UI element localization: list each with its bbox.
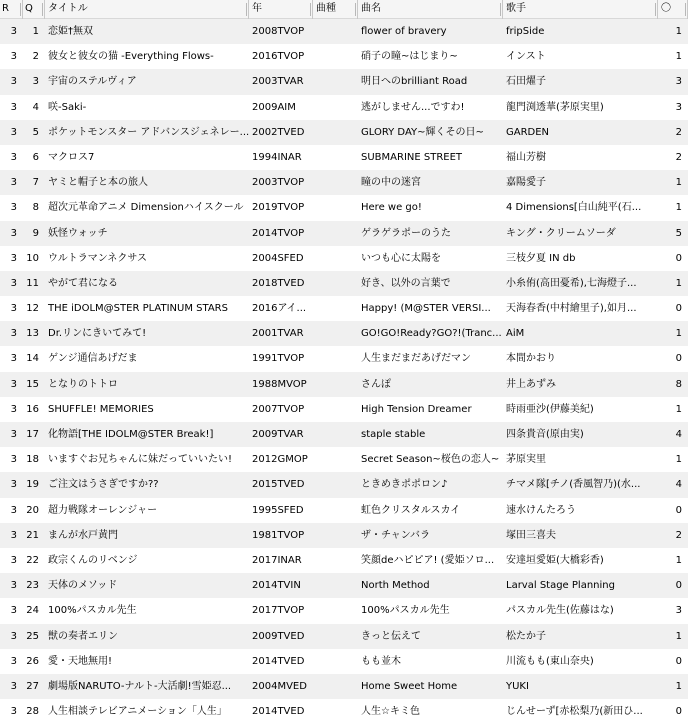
cell-title: 化物語[THE IDOLM@STER Break!] <box>48 429 214 440</box>
cell-song: GLORY DAY~輝くその日~ <box>361 126 484 138</box>
cell-title: 超力戦隊オーレンジャー <box>48 504 158 516</box>
cell-title: 妖怪ウォッチ <box>48 227 108 239</box>
cell-year: 2001TVAR <box>252 328 304 340</box>
cell-song: Happy! (M@STER VERSI... <box>361 303 491 315</box>
table-row[interactable] <box>0 346 688 371</box>
table-row[interactable] <box>0 573 688 598</box>
cell-year: 2003TVAR <box>252 76 304 88</box>
cell-q: 28 <box>26 706 39 718</box>
cell-genre <box>313 573 358 598</box>
cell-artist: 塚田三喜夫 <box>506 529 556 541</box>
cell-title: 獣の奏者エリン <box>48 630 118 642</box>
cell-r: 3 <box>10 227 17 239</box>
cell-count: 0 <box>675 655 682 667</box>
table-row[interactable] <box>0 246 688 271</box>
cell-song: North Method <box>361 580 430 592</box>
cell-r: 3 <box>10 630 17 642</box>
cell-genre <box>313 699 358 724</box>
cell-q: 24 <box>26 605 39 617</box>
cell-genre <box>313 69 358 94</box>
table-row[interactable] <box>0 598 688 623</box>
cell-count: 4 <box>675 429 682 440</box>
cell-genre <box>313 472 358 497</box>
cell-count: 0 <box>675 706 682 718</box>
column-header-song[interactable]: 曲名 <box>358 0 503 19</box>
cell-artist: 松たか子 <box>506 630 546 642</box>
table-row[interactable] <box>0 69 688 94</box>
table-row[interactable] <box>0 699 688 724</box>
cell-r: 3 <box>10 303 17 315</box>
cell-artist: fripSide <box>506 26 545 37</box>
cell-genre <box>313 624 358 649</box>
cell-year: 2017INAR <box>252 554 302 566</box>
cell-count: 0 <box>675 504 682 516</box>
cell-genre <box>313 548 358 573</box>
cell-song: ゲラゲラポーのうた <box>361 227 451 239</box>
cell-count: 1 <box>675 26 682 37</box>
cell-count: 1 <box>675 328 682 340</box>
cell-song: 人生まだまだあげだマン <box>361 353 471 365</box>
cell-count: 1 <box>675 554 682 566</box>
cell-artist: 時雨亜沙(伊藤美紀) <box>506 403 594 415</box>
cell-count: 0 <box>675 353 682 365</box>
table-row[interactable] <box>0 19 688 44</box>
cell-count: 3 <box>675 76 682 88</box>
cell-song: 虹色クリスタルスカイ <box>361 504 461 516</box>
cell-year: 2014TVOP <box>252 227 305 239</box>
cell-q: 10 <box>26 252 39 264</box>
cell-q: 14 <box>26 353 39 365</box>
cell-genre <box>313 422 358 447</box>
cell-title: 100%パスカル先生 <box>48 605 137 617</box>
cell-song: もも並木 <box>361 655 401 667</box>
cell-count: 1 <box>675 630 682 642</box>
cell-r: 3 <box>10 554 17 566</box>
cell-genre <box>313 246 358 271</box>
cell-q: 16 <box>26 403 39 415</box>
table-row[interactable] <box>0 674 688 699</box>
cell-artist: 石田燿子 <box>506 76 546 88</box>
cell-r: 3 <box>10 655 17 667</box>
cell-song: Here we go! <box>361 202 422 214</box>
cell-r: 3 <box>10 353 17 365</box>
cell-genre <box>313 44 358 69</box>
cell-r: 3 <box>10 151 17 163</box>
table-row[interactable] <box>0 649 688 674</box>
cell-count: 1 <box>675 202 682 214</box>
cell-q: 9 <box>32 227 39 239</box>
table-row[interactable] <box>0 145 688 170</box>
cell-r: 3 <box>10 706 17 718</box>
cell-q: 22 <box>26 554 39 566</box>
table-row[interactable] <box>0 498 688 523</box>
cell-genre <box>313 195 358 220</box>
cell-count: 1 <box>675 454 682 466</box>
cell-artist: 三枝夕夏 IN db <box>506 252 576 264</box>
cell-q: 25 <box>26 630 39 642</box>
cell-r: 3 <box>10 328 17 340</box>
cell-song: High Tension Dreamer <box>361 403 472 415</box>
cell-year: 1981TVOP <box>252 529 305 541</box>
cell-year: 1988MVOP <box>252 378 307 390</box>
cell-count: 8 <box>675 378 682 390</box>
cell-title: 彼女と彼女の猫 -Everything Flows- <box>48 51 214 63</box>
cell-count: 1 <box>675 277 682 289</box>
table-row[interactable] <box>0 271 688 296</box>
table-row[interactable] <box>0 221 688 246</box>
cell-genre <box>313 397 358 422</box>
cell-genre <box>313 447 358 472</box>
cell-title: 超次元革命アニメ Dimensionハイスクール <box>48 202 244 214</box>
table-row[interactable] <box>0 44 688 69</box>
cell-title: ヤミと帽子と本の旅人 <box>48 177 148 189</box>
cell-title: 愛・天地無用! <box>48 655 113 667</box>
cell-year: 2007TVOP <box>252 403 305 415</box>
table-row[interactable] <box>0 170 688 195</box>
cell-q: 12 <box>26 303 39 315</box>
cell-artist: 速水けんたろう <box>506 504 576 516</box>
cell-q: 18 <box>26 454 39 466</box>
cell-song: Secret Season~桜色の恋人~ <box>361 454 500 466</box>
cell-r: 3 <box>10 101 17 113</box>
cell-title: Dr.リンにきいてみて! <box>48 328 147 340</box>
cell-r: 3 <box>10 454 17 466</box>
table-row[interactable] <box>0 624 688 649</box>
cell-count: 5 <box>675 227 682 239</box>
cell-r: 3 <box>10 26 17 37</box>
cell-year: 2002TVED <box>252 126 305 138</box>
cell-count: 1 <box>675 680 682 692</box>
cell-song: ときめきポポロン♪ <box>361 479 448 491</box>
cell-artist: Larval Stage Planning <box>506 580 615 592</box>
cell-q: 20 <box>26 504 39 516</box>
cell-title: ご注文はうさぎですか?? <box>48 479 159 491</box>
cell-artist: チマメ隊[チノ(香風智乃)(水... <box>506 479 641 491</box>
cell-q: 1 <box>32 26 39 37</box>
cell-genre <box>313 346 358 371</box>
grid-header <box>0 0 688 19</box>
cell-genre <box>313 649 358 674</box>
cell-genre <box>313 321 358 346</box>
cell-count: 1 <box>675 51 682 63</box>
grid-body <box>0 19 688 724</box>
cell-r: 3 <box>10 277 17 289</box>
cell-genre <box>313 674 358 699</box>
cell-artist: 小糸侑(高田憂希),七海燈子... <box>506 277 637 289</box>
cell-q: 13 <box>26 328 39 340</box>
cell-genre <box>313 145 358 170</box>
cell-r: 3 <box>10 51 17 63</box>
column-header-r[interactable]: R <box>0 0 23 19</box>
cell-title: 政宗くんのリベンジ <box>48 554 138 566</box>
cell-song: いつも心に太陽を <box>361 252 441 264</box>
cell-title: となりのトトロ <box>48 378 118 390</box>
cell-artist: 嘉陽愛子 <box>506 177 546 189</box>
cell-title: 劇場版NARUTO-ナルト-大活劇!雪姫忍... <box>48 680 232 692</box>
cell-r: 3 <box>10 177 17 189</box>
cell-artist: じんせーず[赤松梨乃(新田ひ... <box>506 706 643 718</box>
table-row[interactable] <box>0 548 688 573</box>
cell-year: 2018TVED <box>252 277 305 289</box>
cell-year: 2019TVOP <box>252 202 305 214</box>
cell-q: 17 <box>26 429 39 440</box>
cell-genre <box>313 498 358 523</box>
cell-genre <box>313 19 358 44</box>
table-row[interactable] <box>0 422 688 447</box>
cell-title: 天体のメソッド <box>48 580 118 592</box>
cell-year: 2009AIM <box>252 101 296 113</box>
cell-song: flower of bravery <box>361 26 447 37</box>
cell-genre <box>313 221 358 246</box>
cell-title: まんが水戸黄門 <box>48 529 118 541</box>
cell-year: 2003TVOP <box>252 177 305 189</box>
cell-q: 15 <box>26 378 39 390</box>
cell-artist: 安達垣愛姫(大橋彩香) <box>506 554 604 566</box>
cell-year: 2017TVOP <box>252 605 305 617</box>
column-header-count[interactable]: 〇 <box>658 0 688 19</box>
cell-q: 23 <box>26 580 39 592</box>
cell-count: 2 <box>675 126 682 138</box>
cell-song: GO!GO!Ready?GO?!(Tranc... <box>361 328 502 340</box>
cell-artist: GARDEN <box>506 126 550 138</box>
column-header-q[interactable]: Q <box>23 0 45 19</box>
cell-count: 3 <box>675 605 682 617</box>
cell-song: Home Sweet Home <box>361 680 458 692</box>
cell-year: 2012GMOP <box>252 454 308 466</box>
cell-r: 3 <box>10 252 17 264</box>
cell-artist: 井上あずみ <box>506 378 556 390</box>
cell-title: いますぐお兄ちゃんに妹だっていいたい! <box>48 454 233 466</box>
cell-count: 2 <box>675 529 682 541</box>
cell-count: 4 <box>675 479 682 491</box>
cell-song: staple stable <box>361 429 426 440</box>
cell-artist: 茅原実里 <box>506 454 546 466</box>
cell-song: 好き、以外の言葉で <box>361 277 451 289</box>
cell-artist: AiM <box>506 328 525 340</box>
cell-song: さんぽ <box>361 378 391 390</box>
cell-genre <box>313 523 358 548</box>
cell-genre <box>313 271 358 296</box>
cell-q: 11 <box>26 277 39 289</box>
cell-year: 2004MVED <box>252 680 307 692</box>
table-row[interactable] <box>0 120 688 145</box>
cell-year: 1994INAR <box>252 151 302 163</box>
cell-count: 0 <box>675 303 682 315</box>
cell-artist: 本間かおり <box>506 353 556 365</box>
cell-artist: 天海春香(中村繪里子),如月... <box>506 303 637 315</box>
cell-q: 6 <box>32 151 39 163</box>
cell-song: きっと伝えて <box>361 630 421 642</box>
cell-year: 2015TVED <box>252 479 305 491</box>
column-header-title[interactable]: タイトル <box>45 0 249 19</box>
cell-title: ゲンジ通信あげだま <box>48 353 138 365</box>
table-row[interactable] <box>0 472 688 497</box>
cell-artist: インスト <box>506 51 546 63</box>
cell-genre <box>313 170 358 195</box>
cell-title: 人生相談テレビアニメーション「人生」 <box>48 706 227 718</box>
column-header-genre[interactable]: 曲種 <box>313 0 358 19</box>
cell-artist: 川流もも(東山奈央) <box>506 655 594 667</box>
table-row[interactable] <box>0 372 688 397</box>
cell-year: 2009TVAR <box>252 429 304 440</box>
cell-r: 3 <box>10 403 17 415</box>
cell-artist: 福山芳樹 <box>506 151 546 163</box>
cell-q: 8 <box>32 202 39 214</box>
cell-title: ポケットモンスター アドバンスジェネレー... <box>48 126 249 138</box>
cell-artist: YUKI <box>506 680 529 692</box>
cell-genre <box>313 598 358 623</box>
table-row[interactable] <box>0 296 688 321</box>
cell-year: 1991TVOP <box>252 353 305 365</box>
cell-r: 3 <box>10 529 17 541</box>
cell-count: 1 <box>675 177 682 189</box>
cell-song: 人生☆キミ色 <box>361 706 420 718</box>
cell-title: SHUFFLE! MEMORIES <box>48 403 154 415</box>
column-header-artist[interactable]: 歌手 <box>503 0 658 19</box>
cell-r: 3 <box>10 680 17 692</box>
cell-year: 1995SFED <box>252 504 304 516</box>
cell-year: 2008TVOP <box>252 26 305 37</box>
cell-artist: 4 Dimensions[白山純平(石... <box>506 202 642 214</box>
table-row[interactable] <box>0 447 688 472</box>
cell-title: マクロス7 <box>48 151 95 163</box>
table-row[interactable] <box>0 397 688 422</box>
cell-genre <box>313 95 358 120</box>
cell-song: 瞳の中の迷宮 <box>361 177 421 189</box>
cell-r: 3 <box>10 378 17 390</box>
cell-count: 0 <box>675 580 682 592</box>
cell-genre <box>313 296 358 321</box>
cell-year: 2016アイ... <box>252 303 307 315</box>
cell-artist: 龍門渕透華(茅原実里) <box>506 101 604 113</box>
cell-r: 3 <box>10 605 17 617</box>
cell-artist: パスカル先生(佐藤はな) <box>506 605 614 617</box>
cell-r: 3 <box>10 76 17 88</box>
cell-artist: 四条貴音(原由実) <box>506 429 584 440</box>
cell-q: 2 <box>32 51 39 63</box>
cell-title: THE iDOLM@STER PLATINUM STARS <box>48 303 228 315</box>
cell-title: 恋姫†無双 <box>48 26 93 37</box>
table-row[interactable] <box>0 95 688 120</box>
table-row[interactable] <box>0 321 688 346</box>
table-row[interactable] <box>0 195 688 220</box>
cell-q: 7 <box>32 177 39 189</box>
table-row[interactable] <box>0 523 688 548</box>
cell-song: 笑顔deハピピア! (愛姫ソロ... <box>361 554 495 566</box>
cell-song: 100%パスカル先生 <box>361 605 450 617</box>
cell-song: SUBMARINE STREET <box>361 151 463 163</box>
cell-q: 3 <box>32 76 39 88</box>
cell-title: やがて君になる <box>48 277 118 289</box>
cell-count: 1 <box>675 403 682 415</box>
cell-q: 19 <box>26 479 39 491</box>
cell-genre <box>313 372 358 397</box>
cell-year: 2016TVOP <box>252 51 305 63</box>
cell-q: 27 <box>26 680 39 692</box>
cell-song: ザ・チャンバラ <box>361 529 430 541</box>
cell-title: 咲-Saki- <box>48 101 87 113</box>
cell-title: ウルトラマンネクサス <box>48 252 147 264</box>
cell-song: 明日へのbrilliant Road <box>361 76 468 88</box>
cell-year: 2014TVIN <box>252 580 301 592</box>
cell-count: 0 <box>675 252 682 264</box>
cell-count: 2 <box>675 151 682 163</box>
cell-r: 3 <box>10 126 17 138</box>
cell-year: 2014TVED <box>252 706 305 718</box>
cell-r: 3 <box>10 504 17 516</box>
cell-r: 3 <box>10 479 17 491</box>
cell-year: 2004SFED <box>252 252 304 264</box>
cell-q: 5 <box>32 126 39 138</box>
column-header-year[interactable]: 年 <box>249 0 313 19</box>
cell-genre <box>313 120 358 145</box>
cell-q: 26 <box>26 655 39 667</box>
cell-song: 硝子の瞳~はじまり~ <box>361 51 458 63</box>
cell-count: 3 <box>675 101 682 113</box>
cell-r: 3 <box>10 429 17 440</box>
cell-song: 逃がしません...ですわ! <box>361 101 465 113</box>
cell-title: 宇宙のステルヴィア <box>48 76 137 88</box>
cell-r: 3 <box>10 202 17 214</box>
cell-year: 2014TVED <box>252 655 305 667</box>
cell-artist: キング・クリームソーダ <box>506 227 616 239</box>
cell-q: 4 <box>32 101 39 113</box>
cell-year: 2009TVED <box>252 630 305 642</box>
cell-r: 3 <box>10 580 17 592</box>
cell-q: 21 <box>26 529 39 541</box>
